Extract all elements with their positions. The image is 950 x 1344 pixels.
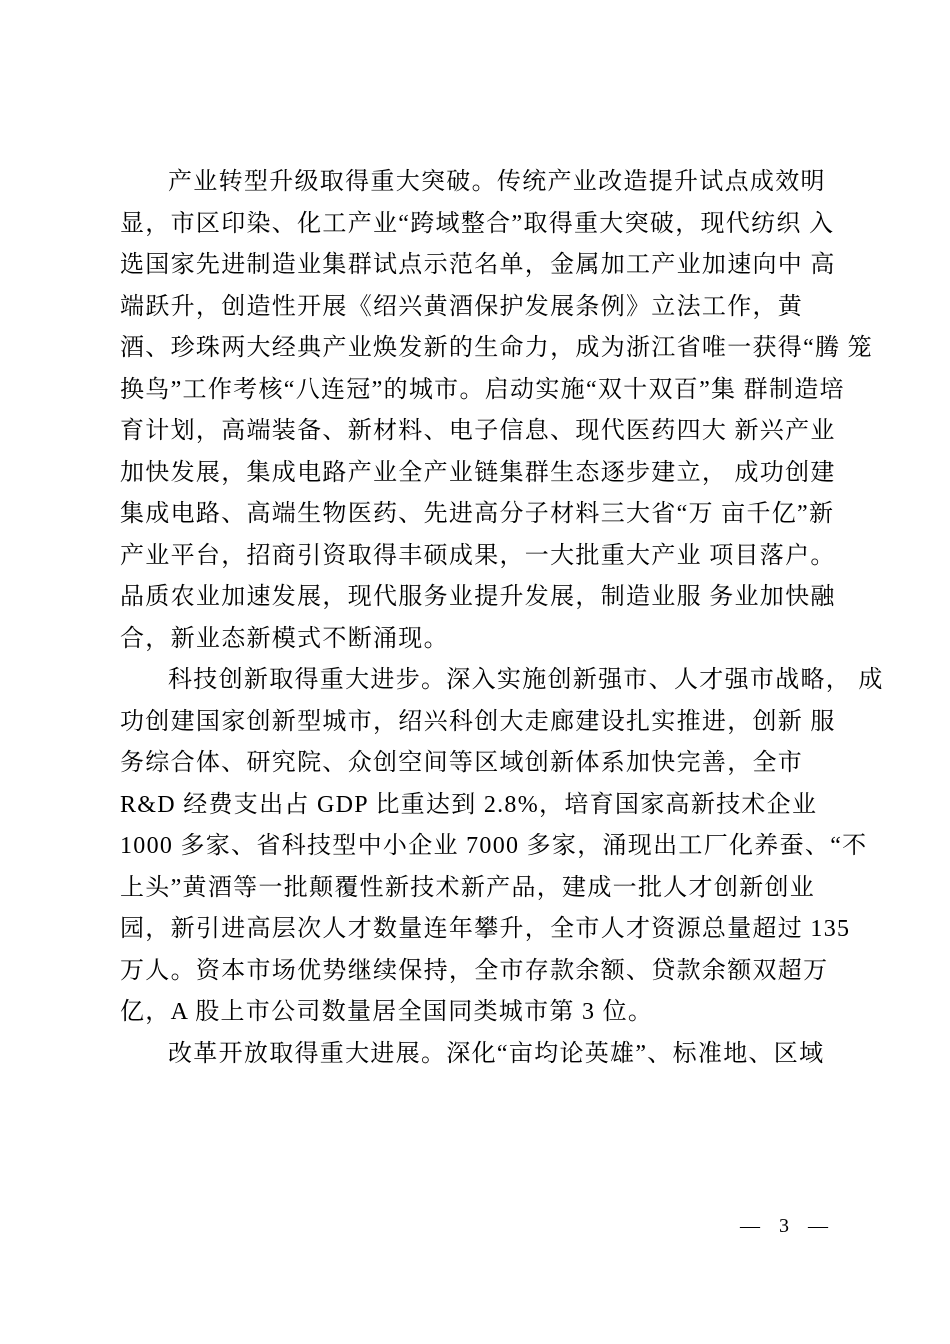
text-line: 端跃升，创造性开展《绍兴黄酒保护发展条例》立法工作，黄 [120,293,804,320]
text-line: 选国家先进制造业集群试点示范名单，金属加工产业加速向中 高 [120,252,836,278]
text-line: 万人。资本市场优势继续保持，全市存款余额、贷款余额双超万 [120,957,829,984]
paragraph [120,162,873,660]
text-line: 品质农业加速发展，现代服务业提升发展，制造业服 务业加快融 [120,584,836,610]
text-line: 改革开放取得重大进展。深化“亩均论英雄”、标准地、区域 [168,1040,825,1067]
text-line: 换鸟”工作考核“八连冠”的城市。启动实施“双十双百”集 群制造培 [120,376,845,403]
paragraph [120,660,884,1034]
text-line: 合，新业态新模式不断涌现。 [120,625,449,652]
text-line: 上头”黄酒等一批颠覆性新技术新产品，建成一批人才创新创业 [120,874,816,901]
text-line: 酒、珍珠两大经典产业焕发新的生命力，成为浙江省唯一获得“腾 笼 [120,335,873,361]
text-line: R&D 经费支出占 GDP 比重达到 2.8%，培育国家高新技术企业 [120,791,818,818]
text-line: 务综合体、研究院、众创空间等区域创新体系加快完善，全市 [120,750,804,776]
text-line: 显，市区印染、化工产业“跨域整合”取得重大突破，现代纺织 入 [120,210,835,237]
text-line: 亿，A 股上市公司数量居全国同类城市第 3 位。 [120,999,654,1025]
text-line: 园，新引进高层次人才数量连年攀升，全市人才资源总量超过 135 [120,916,851,942]
text-line: 1000 多家、省科技型中小企业 7000 多家，涌现出工厂化养蚕、“不 [120,833,868,859]
text-line: 科技创新取得重大进步。深入实施创新强市、人才强市战略， 成 [168,667,884,693]
paragraph [120,1034,836,1076]
text-line: 集成电路、高端生物医药、先进高分子材料三大省“万 亩千亿”新 [120,501,835,527]
text-line: 功创建国家创新型城市，绍兴科创大走廊建设扎实推进，创新 服 [120,708,836,735]
text-line: 产业平台，招商引资取得丰硕成果，一大批重大产业 项目落户。 [120,542,836,569]
text-line: 育计划，高端装备、新材料、电子信息、现代医药四大 新兴产业 [120,418,836,444]
text-line: 加快发展，集成电路产业全产业链集群生态逐步建立， 成功创建 [120,459,836,486]
document-body [120,162,884,1075]
page-number: — 3 — [740,1215,828,1237]
text-line: 产业转型升级取得重大突破。传统产业改造提升试点成效明 [168,169,826,195]
